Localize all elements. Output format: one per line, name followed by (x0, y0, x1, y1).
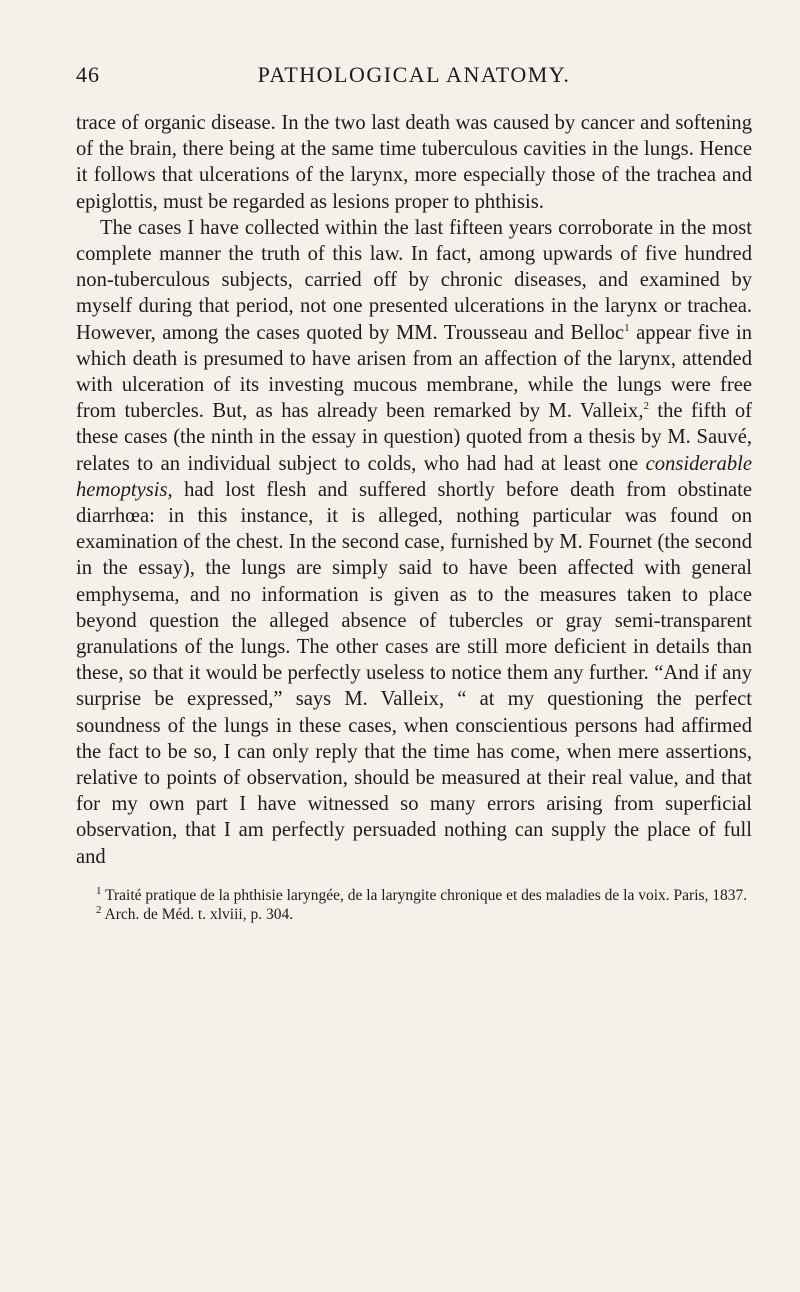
paragraph-2-part-a: The cases I have collected within the last fifteen years corroborate in the most complete manner the truth of this law. In fact, among upwards of five hundred non-tuberculous subjects, carried off by chronic diseases, and examined by myself during that period, not one presented ulcerations in the larynx or trachea. However, among the cases quoted by MM. Trousseau and Belloc (76, 216, 752, 344)
footnote-ref-2: 2 (643, 400, 649, 413)
paragraph-2-part-c: the fifth of these cases (the ninth in the essay in question) quoted from a thesis by M. Sauvé, relates to an individual subject to colds, who had had at least one (76, 400, 752, 475)
page-number: 46 (76, 62, 100, 87)
footnote-2-text: Arch. de Méd. t. xlviii, p. 304. (101, 905, 294, 923)
footnote-2 (76, 905, 752, 924)
paragraph-2-part-b: appear five in which death is presumed to have arisen from an affection of the larynx, attended with ulceration of its investing mucous membrane, while the lungs were free from tubercles. But, as has already been remarked by M. Valleix, (76, 321, 752, 423)
paragraph-2 (76, 215, 752, 870)
footnote-1 (76, 886, 752, 905)
footnote-1-mark: 1 (96, 884, 102, 897)
paragraph-2-part-d: had lost flesh and suffered shortly before death from obstinate diarrhœa: in this instance, it is alleged, nothing particular was found on examination of the chest. In the second case, furnished by M. Fournet (the second in the essay), the lungs are simply said to have been affected with general emphysema, and no information is given as to the measures taken to place beyond question the alleged absence of tubercles or gray semi-transparent granulations of the lungs. The other cases are still more deficient in details than these, so that it would be perfectly useless to notice them any further. “And if any surprise be expressed,” says M. Valleix, “ at my questioning the perfect soundness of the lungs in these cases, when conscientious persons had affirmed the fact to be so, I can only reply that the time has come, when mere assertions, relative to points of observation, should be measured at their real value, and that for my own part I have witnessed so many errors arising from superficial observation, that I am perfectly persuaded nothing can supply the place of full and (76, 478, 752, 868)
running-head: PATHOLOGICAL ANATOMY. (257, 62, 571, 87)
footnotes (76, 886, 752, 924)
body-text (76, 110, 752, 870)
page-header (76, 56, 752, 96)
footnote-ref-1: 1 (624, 321, 630, 334)
paragraph-1: trace of organic disease. In the two last death was caused by cancer and softening of the brain, there being at the same time tuberculous cavities in the lungs. Hence it follows that ulcerations of the larynx, more especially those of the trachea and epiglottis, must be regarded as lesions proper to phthisis. (76, 112, 752, 213)
italic-phrase: considerable hemoptysis, (76, 452, 752, 501)
book-page (76, 56, 752, 924)
footnote-2-mark: 2 (96, 903, 102, 916)
footnote-1-text: Traité pratique de la phthisie laryngée, de la laryngite chronique et des maladies de la voix. Paris, 1837. (101, 886, 748, 904)
